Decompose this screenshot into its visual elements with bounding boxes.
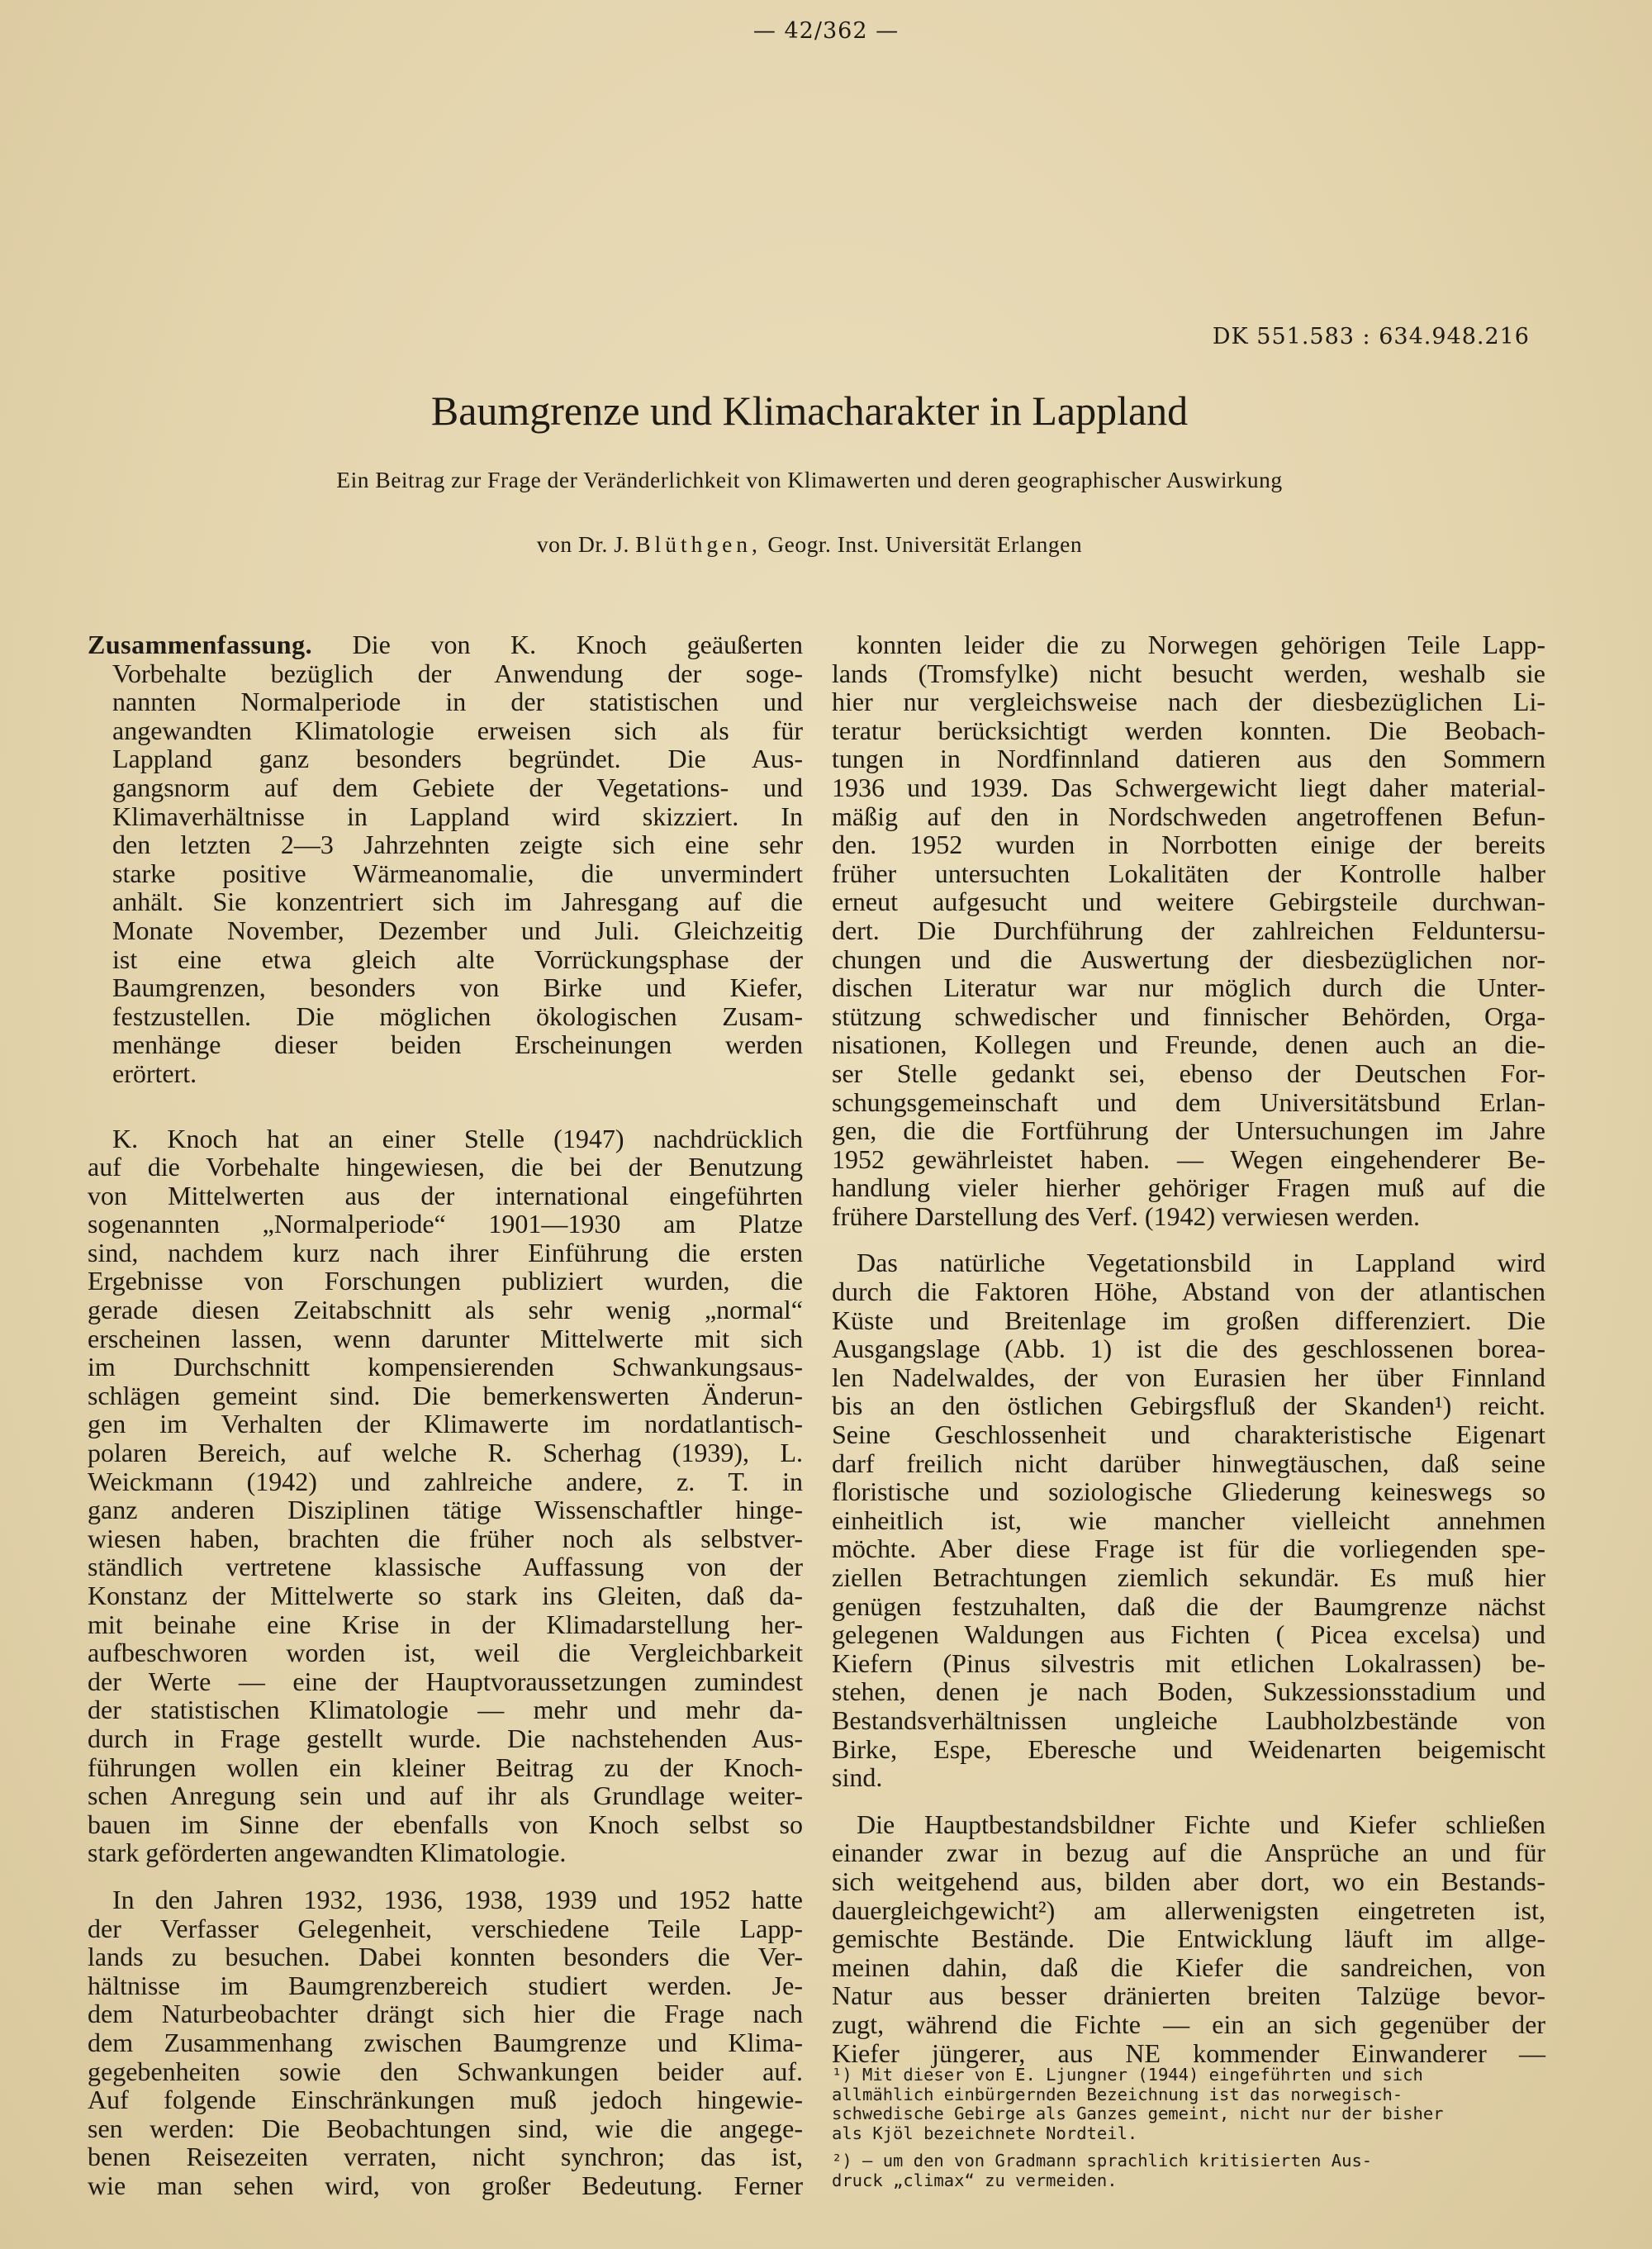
text-line: einander zwar in bezug auf die Ansprüche an und für [832,1838,1545,1868]
text-line: Baumgrenzen, besonders von Birke und Kiefer, [112,972,803,1003]
text-line: darf freilich nicht darüber hinwegtäuschen, daß seine [832,1448,1545,1478]
text-line: ist eine etwa gleich alte Vorrückungsphase der [112,944,803,974]
text-line: Die Hauptbestandsbildner Fichte und Kiefer schließen [857,1809,1545,1839]
text-line: Küste und Breitenlage im großen differenziert. Die [832,1305,1545,1335]
text-line: ständlich vertretene klassische Auffassung von der [88,1552,803,1582]
text-line: konnten leider die zu Norwegen gehörigen Teile Lapp- [857,630,1545,659]
text-line: schen Anregung sein und auf ihr als Grundlage weiter- [88,1781,803,1811]
text-line: nannten Normalperiode in der statistischen und [112,687,803,717]
text-line: nisationen, Kollegen und Freunde, denen auch an die- [832,1029,1545,1060]
text-line: einheitlich ist, wie mancher vielleicht annehmen [832,1505,1545,1535]
text-line: frühere Darstellung des Verf. (1942) verwiesen werden. [832,1201,1421,1231]
article-title: Baumgrenze und Klimacharakter in Lappland [430,388,1189,434]
text-line: erneut aufgesucht und weitere Gebirgsteile durchwan- [832,887,1545,917]
text-line: K. Knoch hat an einer Stelle (1947) nachdrücklich [112,1123,803,1153]
text-line: den letzten 2—3 Jahrzehnten zeigte sich eine sehr [112,830,803,860]
text-line: gangsnorm auf dem Gebiete der Vegetations- und [112,772,803,802]
footnote-line: allmählich einbürgernden Bezeichnung ist das norwegisch- [832,2084,1403,2104]
text-line: teratur berücksichtigt werden konnten. Die Beobach- [832,715,1545,745]
text-line: sind. [832,1762,883,1793]
text-line: handlung vieler hierher gehöriger Fragen muß auf die [832,1172,1545,1203]
byline-prefix: von Dr. J. [536,531,629,557]
text-line: gelegenen Waldungen aus Fichten ( Picea excelsa) und [832,1619,1545,1650]
text-line: den. 1952 wurden in Norrbotten einige der bereits [832,830,1545,860]
text-line: dauergleichgewicht²) am allerwenigsten eingetreten ist, [832,1895,1545,1925]
text-line: lands (Tromsfylke) nicht besucht werden, weshalb sie [832,658,1545,688]
text-line: Ergebnisse von Forschungen publiziert wurden, die [88,1266,803,1296]
abstract-lead: Zusammenfassung. [88,630,313,659]
text-line: wiesen haben, brachten die früher noch als selbstver- [88,1523,803,1553]
text-line: Ausgangslage (Abb. 1) ist die des geschlossenen borea- [832,1334,1545,1364]
text-line: floristische und soziologische Gliederung keineswegs so [832,1476,1545,1507]
text-line: Natur aus besser dränierten breiten Talzüge bevor- [832,1980,1545,2011]
text-line: benen Reisezeiten verraten, nicht synchron; das ist, [88,2142,803,2172]
text-line: Auf folgende Einschränkungen muß jedoch hingewie- [88,2085,803,2115]
footnote-line: schwedische Gebirge als Ganzes gemeint, nicht nur der bisher [832,2104,1444,2123]
text-line: tungen in Nordfinnland datieren aus den Sommern [832,744,1545,774]
text-line: Bestandsverhältnissen ungleiche Laubholzbestände von [832,1705,1545,1735]
left-column [88,630,803,2199]
text-line: ganz anderen Disziplinen tätige Wissenschaftler hinge- [88,1495,803,1525]
text-line: lands zu besuchen. Dabei konnten besonders die Ver- [88,1942,803,1972]
text-line: Monate November, Dezember und Juli. Gleichzeitig [112,915,803,945]
text-line: durch die Faktoren Höhe, Abstand von der atlantischen [832,1277,1545,1307]
classification-code: DK 551.583 : 634.948.216 [1212,324,1530,349]
text-line: Konstanz der Mittelwerte so stark ins Gleiten, daß da- [88,1581,803,1610]
text-line: starke positive Wärmeanomalie, die unvermindert [112,858,803,888]
text-line: stützung schwedischer und finnischer Behörden, Orga- [832,1001,1545,1031]
text-line: festzustellen. Die möglichen ökologischen Zusam- [112,1001,803,1031]
abstract [88,630,803,1088]
text-line: mäßig auf den in Nordschweden angetroffenen Befun- [832,801,1545,831]
text-line: len Nadelwaldes, der von Eurasien her über Finnland [832,1362,1545,1392]
text-line: auf die Vorbehalte hingewiesen, die bei der Benutzung [88,1152,803,1182]
text-line: 1952 gewährleistet haben. — Wegen eingehenderer Be- [832,1144,1545,1174]
text-line: aufbeschworen worden ist, weil die Vergleichbarkeit [88,1638,803,1668]
text-line: anhält. Sie konzentriert sich im Jahresgang auf die [112,887,803,917]
text-line: sich weitgehend aus, bilden aber dort, wo ein Bestands- [832,1866,1545,1896]
text-line: Das natürliche Vegetationsbild in Lappland wird [857,1248,1545,1278]
author-byline [0,531,1619,558]
text-line: 1936 und 1939. Das Schwergewicht liegt daher material- [832,772,1545,802]
text-line: mit beinahe eine Krise in der Klimadarstellung her- [88,1609,803,1639]
text-line: Kiefern (Pinus silvestris mit etlichen Lokalrassen) be- [832,1648,1545,1678]
text-line: ziellen Betrachtungen ziemlich sekundär. Es muß hier [832,1562,1545,1592]
text-line: polaren Bereich, auf welche R. Scherhag (1939), L. [88,1438,803,1468]
text-line: ser Stelle gedankt sei, ebenso der Deutschen For- [832,1058,1545,1088]
text-line: früher untersuchten Lokalitäten der Kontrolle halber [832,858,1545,888]
text-line: genügen festzuhalten, daß die der Baumgrenze nächst [832,1590,1545,1621]
text-line: menhänge dieser beiden Erscheinungen werden [112,1029,803,1060]
text-line: der statistischen Klimatologie — mehr und mehr da- [88,1695,803,1725]
text-line: Seine Geschlossenheit und charakteristische Eigenart [832,1419,1545,1450]
text-line: gemischte Bestände. Die Entwicklung läuft im allge- [832,1923,1545,1954]
text-line: bauen im Sinne der ebenfalls von Knoch selbst so [88,1809,803,1839]
text-line: sen werden: Die Beobachtungen sind, wie die angege- [88,2113,803,2143]
author-affiliation: Geogr. Inst. Universität Erlangen [767,531,1083,557]
text-line: dem Zusammenhang zwischen Baumgrenze und Klima- [88,2027,803,2057]
text-line: durch in Frage gestellt wurde. Die nachstehenden Aus- [88,1723,803,1753]
text-line: schlägen gemeint sind. Die bemerkenswerten Änderun- [88,1380,803,1410]
text-line: im Durchschnitt kompensierenden Schwankungsaus- [88,1352,803,1382]
text-line: der Werte — eine der Hauptvoraussetzungen zumindest [88,1666,803,1696]
footnote-line: ²) — um den von Gradmann sprachlich kritisierten Aus- [832,2151,1373,2171]
text-line: führungen wollen ein kleiner Beitrag zu der Knoch- [88,1752,803,1782]
text-line: hältnisse im Baumgrenzbereich studiert werden. Je- [88,1970,803,2000]
article-subtitle: Ein Beitrag zur Frage der Veränderlichkeit von Klimawerten und deren geographischer Auswirkung [336,467,1283,492]
text-line: Weickmann (1942) und zahlreiche andere, z. T. in [88,1466,803,1496]
text-line: sind, nachdem kurz nach ihrer Einführung die ersten [88,1237,803,1267]
footnote-line: druck „climax“ zu vermeiden. [832,2170,1118,2190]
text-line: meinen dahin, daß die Kiefer die sandreichen, von [832,1952,1545,1982]
text-line: dischen Literatur war nur möglich durch die Unter- [832,972,1545,1003]
text-line: In den Jahren 1932, 1936, 1938, 1939 und 1952 hatte [112,1884,803,1914]
text-line: stark geförderten angewandten Klimatologie. [88,1838,567,1868]
abstract-first-text: Die von K. Knoch geäußerten [312,630,803,659]
text-line: hier nur vergleichsweise nach der diesbezüglichen Li- [832,687,1545,717]
text-line: gen, die die Fortführung der Untersuchungen im Jahre [832,1115,1545,1146]
text-line: möchte. Aber diese Frage ist für die vorliegenden spe- [832,1533,1545,1564]
page-number: — 42/362 — [752,18,900,44]
text-line: gegebenheiten sowie den Schwankungen beider auf. [88,2056,803,2086]
text-line: erörtert. [112,1058,197,1088]
text-line: Klimaverhältnisse in Lappland wird skizziert. In [112,801,803,831]
text-line: sogenannten „Normalperiode“ 1901—1930 am Platze [88,1209,803,1239]
text-line: angewandten Klimatologie erweisen sich als für [112,715,803,745]
text-line: schungsgemeinschaft und dem Universitätsbund Erlan- [832,1086,1545,1117]
text-line: gen im Verhalten der Klimawerte im nordatlantisch- [88,1409,803,1439]
text-line: stehen, denen je nach Boden, Sukzessionsstadium und [832,1676,1545,1707]
text-line: Lappland ganz besonders begründet. Die Aus- [112,744,803,774]
text-line: Vorbehalte bezüglich der Anwendung der soge- [112,658,803,688]
text-line: Kiefer jüngerer, aus NE kommender Einwanderer — [832,2037,1545,2068]
left-body-text [88,1124,803,2200]
right-column [832,630,1545,2067]
text-line: dert. Die Durchführung der zahlreichen Felduntersu- [832,915,1545,945]
footnote-line: ¹) Mit dieser von E. Ljungner (1944) eingeführten und sich [832,2065,1423,2085]
text-line: Birke, Espe, Eberesche und Weidenarten beigemischt [832,1733,1545,1764]
text-line: erscheinen lassen, wenn darunter Mittelwerte mit sich [88,1323,803,1353]
footnote-line: als Kjöl bezeichnete Nordteil. [832,2123,1138,2143]
text-line: bis an den östlichen Gebirgsfluß der Skanden¹) reicht. [832,1391,1545,1421]
text-line: wie man sehen wird, von großer Bedeutung. Ferner [88,2170,803,2200]
right-body-text [832,630,1545,2067]
text-line: der Verfasser Gelegenheit, verschiedene Teile Lapp- [88,1913,803,1943]
footnotes [832,2066,1545,2190]
text-line: gerade diesen Zeitabschnitt als sehr wenig „normal“ [88,1295,803,1325]
text-line: von Mittelwerten aus der international eingeführten [88,1180,803,1210]
text-line [88,630,803,659]
author-name: Blüthgen, [635,531,762,557]
text-line: chungen und die Auswertung der diesbezüglichen nor- [832,944,1545,974]
text-line: dem Naturbeobachter drängt sich hier die Frage nach [88,1999,803,2029]
text-line: zugt, während die Fichte — ein an sich gegenüber der [832,2009,1545,2039]
